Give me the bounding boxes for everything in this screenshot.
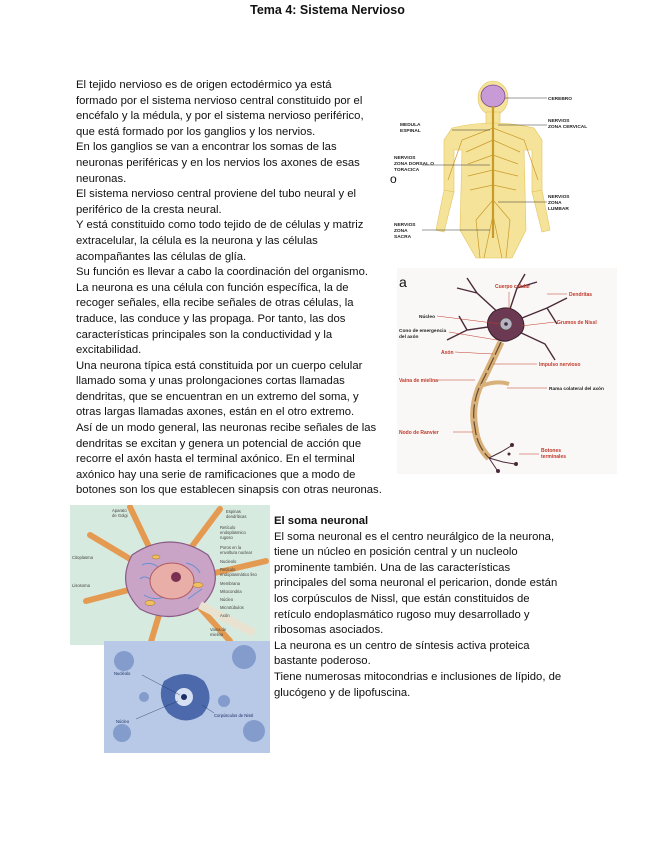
label-medula: MEDULA bbox=[400, 123, 421, 128]
page-title: Tema 4: Sistema Nervioso bbox=[250, 3, 405, 17]
text-line: que está formado por los ganglios y los nervios. bbox=[76, 125, 316, 138]
text-line: El soma neuronal es el centro neurálgico de la neurona, bbox=[274, 530, 555, 543]
label-espinas: Espinas bbox=[226, 509, 241, 514]
label-nucleo: Núcleo bbox=[419, 315, 435, 320]
label-grumos-nissl: Grumos de Nissl bbox=[557, 320, 597, 326]
text-line: otras largas llamadas axones, están en el otro extremo. bbox=[76, 406, 355, 419]
text-line: neuronas periféricas y en los nervios los axones de esas bbox=[76, 156, 360, 169]
label-botones-terminales: terminales bbox=[541, 454, 567, 460]
label-nervios-sacra: NERVIOS bbox=[394, 223, 416, 228]
label-vaina-mielina: Vaina de bbox=[210, 627, 227, 632]
nissl-micrograph bbox=[104, 641, 270, 753]
text-line: dendritas, que se encuentran en un extremo del soma, y bbox=[76, 390, 359, 403]
label-citoplasma: Citoplasma bbox=[72, 555, 93, 560]
label-axon: Axón bbox=[220, 613, 230, 618]
text-line: encéfalo y la médula, y por el sistema nervioso periférico, bbox=[76, 110, 364, 123]
text-line: retículo endoplasmático rugoso muy desarrollado y bbox=[274, 608, 530, 621]
label-cuerpo-celular: Cuerpo celular bbox=[495, 284, 531, 290]
text-line: prominente también. Una de las características bbox=[274, 561, 511, 574]
text-line: tiene un núcleo en posición central y un nucleolo bbox=[274, 546, 518, 559]
text-line: acompañantes las células de glía. bbox=[76, 250, 247, 263]
label-lisosoma: Lisosoma bbox=[72, 583, 90, 588]
label-espinas: dendríticas bbox=[226, 514, 247, 519]
label-microtubulos: Microtúbulos bbox=[220, 605, 244, 610]
text-line: llamado soma y unas prolongaciones cortas llamadas bbox=[76, 375, 345, 388]
text-line: formado por el sistema nervioso central constituido por el bbox=[76, 94, 363, 107]
label-corpusculos-nissl: Corpúsculos de Nissl bbox=[214, 713, 254, 718]
label-nodo-ranvier: Nodo de Ranvier bbox=[399, 430, 439, 436]
text-line: Tiene numerosas mitocondrias e inclusiones de lípido, de bbox=[274, 670, 562, 683]
label-reticulo-rugoso: Retículo bbox=[220, 525, 236, 530]
label-nervios-lumbar: ZONA bbox=[548, 201, 562, 206]
text-line: ribosomas asociados. bbox=[274, 624, 384, 637]
panel-tag-a: a bbox=[399, 274, 407, 290]
label-axon: Axón bbox=[441, 350, 454, 356]
label-nervios-toracica: TORACICA bbox=[394, 168, 420, 173]
label-reticulo-liso: endoplasmático liso bbox=[220, 572, 257, 577]
label-nucleo: Núcleo bbox=[116, 719, 130, 724]
text-line: recorre el axón hasta el terminal axónico. En el terminal bbox=[76, 453, 355, 466]
label-nervios-lumbar: LUMBAR bbox=[548, 207, 569, 212]
label-vaina-mielina: Vaina de mielina bbox=[399, 378, 438, 384]
text-line: traduce, las conduce y las propaga. Por tanto, las dos bbox=[76, 312, 346, 325]
label-cono-emergencia: Cono de emergencia bbox=[399, 329, 447, 334]
label-nucleo: Núcleo bbox=[220, 597, 234, 602]
label-medula: ESPINAL bbox=[400, 129, 421, 134]
text-line: La neurona es un centro de síntesis activa proteica bbox=[274, 639, 530, 652]
text-line: El tejido nervioso es de origen ectodérmico ya está bbox=[76, 79, 332, 91]
section-heading: El soma neuronal bbox=[274, 515, 369, 527]
label-botones-terminales: Botones bbox=[541, 448, 561, 454]
label-reticulo-rugoso: rugoso bbox=[220, 535, 233, 540]
panel-tag-o: o bbox=[390, 172, 397, 186]
text-line: periférico de la cresta neural. bbox=[76, 203, 222, 216]
neuron-figure bbox=[397, 268, 617, 474]
text-line: Su función es llevar a cabo la coordinación del organismo. bbox=[76, 266, 369, 279]
nucleus-shape bbox=[150, 563, 194, 599]
label-rama-colateral: Rama colateral del axón bbox=[549, 387, 604, 392]
text-line: dendritas se excitan y genera un potencial de acción que bbox=[76, 437, 362, 450]
soma-cell-figure bbox=[70, 505, 270, 645]
brain-shape bbox=[481, 85, 505, 107]
label-golgi: Aparato bbox=[112, 508, 127, 513]
text-line: botones son los que establecen sinapsis con otras neuronas. bbox=[76, 484, 382, 497]
label-nucleolo: Nucleolo bbox=[220, 559, 237, 564]
label-reticulo-rugoso: endoplásmico bbox=[220, 530, 246, 535]
label-poros: Poros en la bbox=[220, 545, 242, 550]
label-poros: envoltura nuclear bbox=[220, 550, 253, 555]
intro-paragraphs bbox=[76, 78, 396, 499]
text-line: neuronas. bbox=[76, 172, 127, 185]
text-line: Una neurona típica está constituida por un cuerpo celular bbox=[76, 359, 363, 372]
label-nervios-sacra: ZONA bbox=[394, 229, 408, 234]
label-nucleolo: Nucléolo bbox=[114, 671, 131, 676]
text-line: bastante poderoso. bbox=[274, 655, 371, 668]
text-line: En los ganglios se van a encontrar los somas de las bbox=[76, 141, 337, 154]
text-line: los corpúsculos de Nissl, que están constituidos de bbox=[274, 592, 530, 605]
label-cono-emergencia: del axón bbox=[399, 335, 419, 340]
label-nervios-toracica: ZONA DORSAL O bbox=[394, 162, 434, 167]
text-line: extracelular, la célula es la neurona y las células bbox=[76, 234, 318, 247]
label-vaina-mielina: mielina bbox=[210, 632, 224, 637]
label-nervios-sacra: SACRA bbox=[394, 235, 412, 240]
label-membrana: Membrana bbox=[220, 581, 241, 586]
text-line: El sistema nervioso central proviene del tubo neural y el bbox=[76, 188, 357, 201]
label-cerebro: CEREBRO bbox=[548, 97, 572, 102]
text-line: Y está constituido como todo tejido de de células y matriz bbox=[76, 219, 364, 232]
text-line: características principales son la conductividad y la bbox=[76, 328, 333, 341]
text-line: La neurona es una célula con función específica, la de bbox=[76, 281, 349, 294]
text-line: excitabilidad. bbox=[76, 344, 142, 357]
text-line: Así de un modo general, las neuronas recibe señales de las bbox=[76, 422, 377, 435]
label-nervios-toracica: NERVIOS bbox=[394, 156, 416, 161]
text-line: glucógeno y de lipofuscina. bbox=[274, 686, 411, 699]
label-reticulo-liso: Retículo bbox=[220, 567, 236, 572]
label-nervios-cervical: ZONA CERVICAL bbox=[548, 125, 588, 130]
nervous-system-figure bbox=[392, 80, 624, 260]
soma-section bbox=[274, 514, 584, 701]
text-line: axónico hay una serie de ramificaciones que a modo de bbox=[76, 468, 356, 481]
label-golgi: de Golgi bbox=[112, 513, 128, 518]
label-impulso-nervioso: Impulso nervioso bbox=[539, 362, 581, 368]
text-line: recoger señales, ella recibe señales de otras células, la bbox=[76, 297, 354, 310]
label-nervios-lumbar: NERVIOS bbox=[548, 195, 570, 200]
label-nervios-cervical: NERVIOS bbox=[548, 119, 570, 124]
label-mitocondria: Mitocondria bbox=[220, 589, 242, 594]
label-dendritas: Dendritas bbox=[569, 292, 593, 298]
text-line: principales del soma neuronal el pericarion, donde están bbox=[274, 577, 558, 590]
